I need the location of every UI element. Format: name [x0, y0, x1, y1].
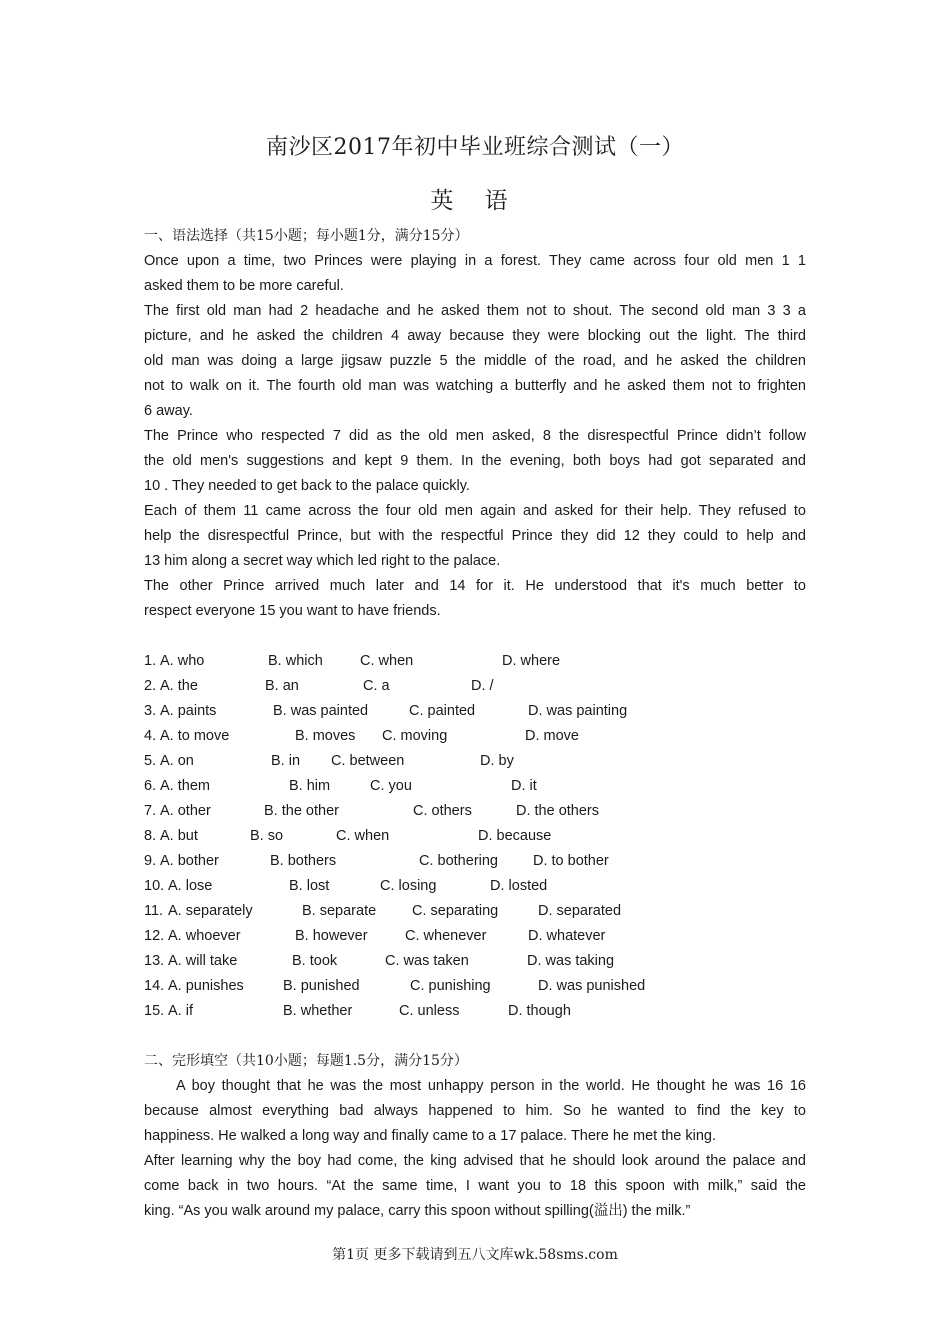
option-a: A. will take: [168, 953, 238, 969]
option-c: C. was taken: [385, 953, 469, 969]
option-row: [144, 799, 806, 824]
option-d: D. was painting: [528, 703, 628, 719]
option-b: B. lost: [289, 878, 330, 894]
option-number: 9.: [144, 853, 157, 869]
passage-line: After learning why the boy had come, the king advised that he should look around the palace and: [144, 1153, 806, 1169]
option-d: D. /: [471, 678, 494, 694]
option-b: B. whether: [283, 1003, 353, 1019]
option-c: C. a: [363, 678, 390, 694]
option-a: A. other: [160, 803, 211, 819]
option-number: 4.: [144, 728, 157, 744]
section1-passage: [144, 249, 806, 624]
option-a: A. but: [160, 828, 198, 844]
option-number: 2.: [144, 678, 157, 694]
option-d: D. was taking: [527, 953, 615, 969]
option-number: 8.: [144, 828, 157, 844]
option-row: [144, 724, 806, 749]
option-number: 11.: [144, 903, 164, 919]
passage-line: picture, and he asked the children 4 away because they were blocking out the light. The third: [144, 328, 806, 344]
option-b: B. moves: [295, 728, 356, 744]
passage-line: 6 away.: [144, 403, 193, 419]
option-c: C. losing: [380, 878, 437, 894]
option-d: D. by: [480, 753, 514, 769]
option-c: C. separating: [412, 903, 499, 919]
option-c: C. moving: [382, 728, 448, 744]
section2-passage: [144, 1074, 806, 1224]
option-b: B. an: [265, 678, 299, 694]
option-b: B. punished: [283, 978, 360, 994]
section1-options: [144, 649, 806, 1024]
option-a: A. to move: [160, 728, 230, 744]
option-d: D. though: [508, 1003, 571, 1019]
option-b: B. was painted: [273, 703, 369, 719]
option-d: D. to bother: [533, 853, 609, 869]
option-a: A. them: [160, 778, 210, 794]
passage-line: happiness. He walked a long way and finally came to a 17 palace. There he met the king.: [144, 1128, 717, 1144]
passage-line: the old men's suggestions and kept 9 them. In the evening, both boys had got separated and: [144, 453, 806, 469]
option-number: 5.: [144, 753, 157, 769]
option-d: D. the others: [516, 803, 600, 819]
option-b: B. however: [295, 928, 368, 944]
option-b: B. so: [250, 828, 284, 844]
option-d: D. whatever: [528, 928, 606, 944]
option-a: A. punishes: [168, 978, 244, 994]
option-d: D. move: [525, 728, 579, 744]
option-d: D. was punished: [538, 978, 646, 994]
option-row: [144, 824, 806, 849]
option-c: C. when: [336, 828, 390, 844]
option-b: B. the other: [264, 803, 339, 819]
option-d: D. because: [478, 828, 552, 844]
passage-line: because almost everything bad always happened to him. So he wanted to find the key to: [144, 1103, 806, 1119]
option-row: [144, 749, 806, 774]
option-number: 10.: [144, 878, 165, 894]
exam-title: 南沙区2017年初中毕业班综合测试（一）: [266, 135, 684, 160]
option-number: 3.: [144, 703, 157, 719]
option-c: C. unless: [399, 1003, 460, 1019]
spacer: [144, 1024, 806, 1049]
option-row: [144, 874, 806, 899]
option-c: C. you: [370, 778, 412, 794]
passage-line: king. “As you walk around my palace, carry this spoon without spilling(溢出) the milk.”: [144, 1203, 691, 1219]
passage-line: not to walk on it. The fourth old man was watching a butterfly and he asked them not to frighten: [144, 378, 806, 394]
option-b: B. in: [271, 753, 301, 769]
option-number: 12.: [144, 928, 165, 944]
option-number: 13.: [144, 953, 165, 969]
option-a: A. separately: [168, 903, 253, 919]
option-row: [144, 849, 806, 874]
option-d: D. separated: [538, 903, 622, 919]
exam-content: [144, 224, 806, 1224]
option-c: C. punishing: [410, 978, 491, 994]
page-footer: 第1页 更多下载请到五八文库wk.58sms.com: [332, 1247, 618, 1263]
option-row: [144, 974, 806, 999]
option-row: [144, 924, 806, 949]
option-c: C. between: [331, 753, 405, 769]
option-row: [144, 674, 806, 699]
option-number: 1.: [144, 653, 157, 669]
option-b: B. him: [289, 778, 331, 794]
passage-line: asked them to be more careful.: [144, 278, 344, 294]
option-a: A. the: [160, 678, 198, 694]
option-b: B. took: [292, 953, 338, 969]
option-row: [144, 999, 806, 1024]
passage-line: come back in two hours. “At the same time, I want you to 18 this spoon with milk,” said the: [144, 1178, 806, 1194]
option-row: [144, 949, 806, 974]
passage-line: The other Prince arrived much later and 14 for it. He understood that it's much better to: [144, 578, 806, 594]
option-c: C. bothering: [419, 853, 498, 869]
passage-line: Once upon a time, two Princes were playing in a forest. They came across four old men 1 1: [144, 253, 806, 269]
option-a: A. if: [168, 1003, 193, 1019]
option-d: D. where: [502, 653, 561, 669]
option-row: [144, 649, 806, 674]
option-c: C. painted: [409, 703, 476, 719]
option-d: D. it: [511, 778, 537, 794]
passage-line: 10 . They needed to get back to the palace quickly.: [144, 478, 470, 494]
option-a: A. paints: [160, 703, 217, 719]
passage-line: The Prince who respected 7 did as the old men asked, 8 the disrespectful Prince didn’t follow: [144, 428, 806, 444]
option-number: 7.: [144, 803, 157, 819]
option-number: 6.: [144, 778, 157, 794]
option-a: A. bother: [160, 853, 219, 869]
passage-line: 13 him along a secret way which led right to the palace.: [144, 553, 501, 569]
option-a: A. on: [160, 753, 194, 769]
option-d: D. losted: [490, 878, 548, 894]
passage-line: The first old man had 2 headache and he asked them not to shout. The second old man 3 3 a: [144, 303, 806, 319]
spacer: [144, 624, 806, 649]
passage-line: Each of them 11 came across the four old men again and asked for their help. They refused to: [144, 503, 806, 519]
option-a: A. lose: [168, 878, 213, 894]
passage-line: old man was doing a large jigsaw puzzle 5 the middle of the road, and he asked the children: [144, 353, 806, 369]
option-a: A. whoever: [168, 928, 241, 944]
option-b: B. separate: [302, 903, 377, 919]
option-a: A. who: [160, 653, 205, 669]
option-b: B. bothers: [270, 853, 337, 869]
option-c: C. whenever: [405, 928, 487, 944]
passage-line: respect everyone 15 you want to have friends.: [144, 603, 441, 619]
option-number: 15.: [144, 1003, 165, 1019]
section2-heading: 二、完形填空（共10小题；每题1.5分，满分15分）: [144, 1053, 468, 1069]
option-c: C. others: [413, 803, 472, 819]
option-row: [144, 774, 806, 799]
option-row: [144, 699, 806, 724]
option-c: C. when: [360, 653, 414, 669]
passage-line: help the disrespectful Prince, but with the respectful Prince they did 12 they could to help and: [144, 528, 806, 544]
option-b: B. which: [268, 653, 323, 669]
option-row: [144, 899, 806, 924]
option-number: 14.: [144, 978, 165, 994]
exam-subject: 英 语: [430, 188, 520, 214]
passage-line: A boy thought that he was the most unhappy person in the world. He thought he was 16 16: [176, 1078, 806, 1094]
section1-heading: 一、语法选择（共15小题；每小题1分，满分15分）: [144, 228, 469, 244]
